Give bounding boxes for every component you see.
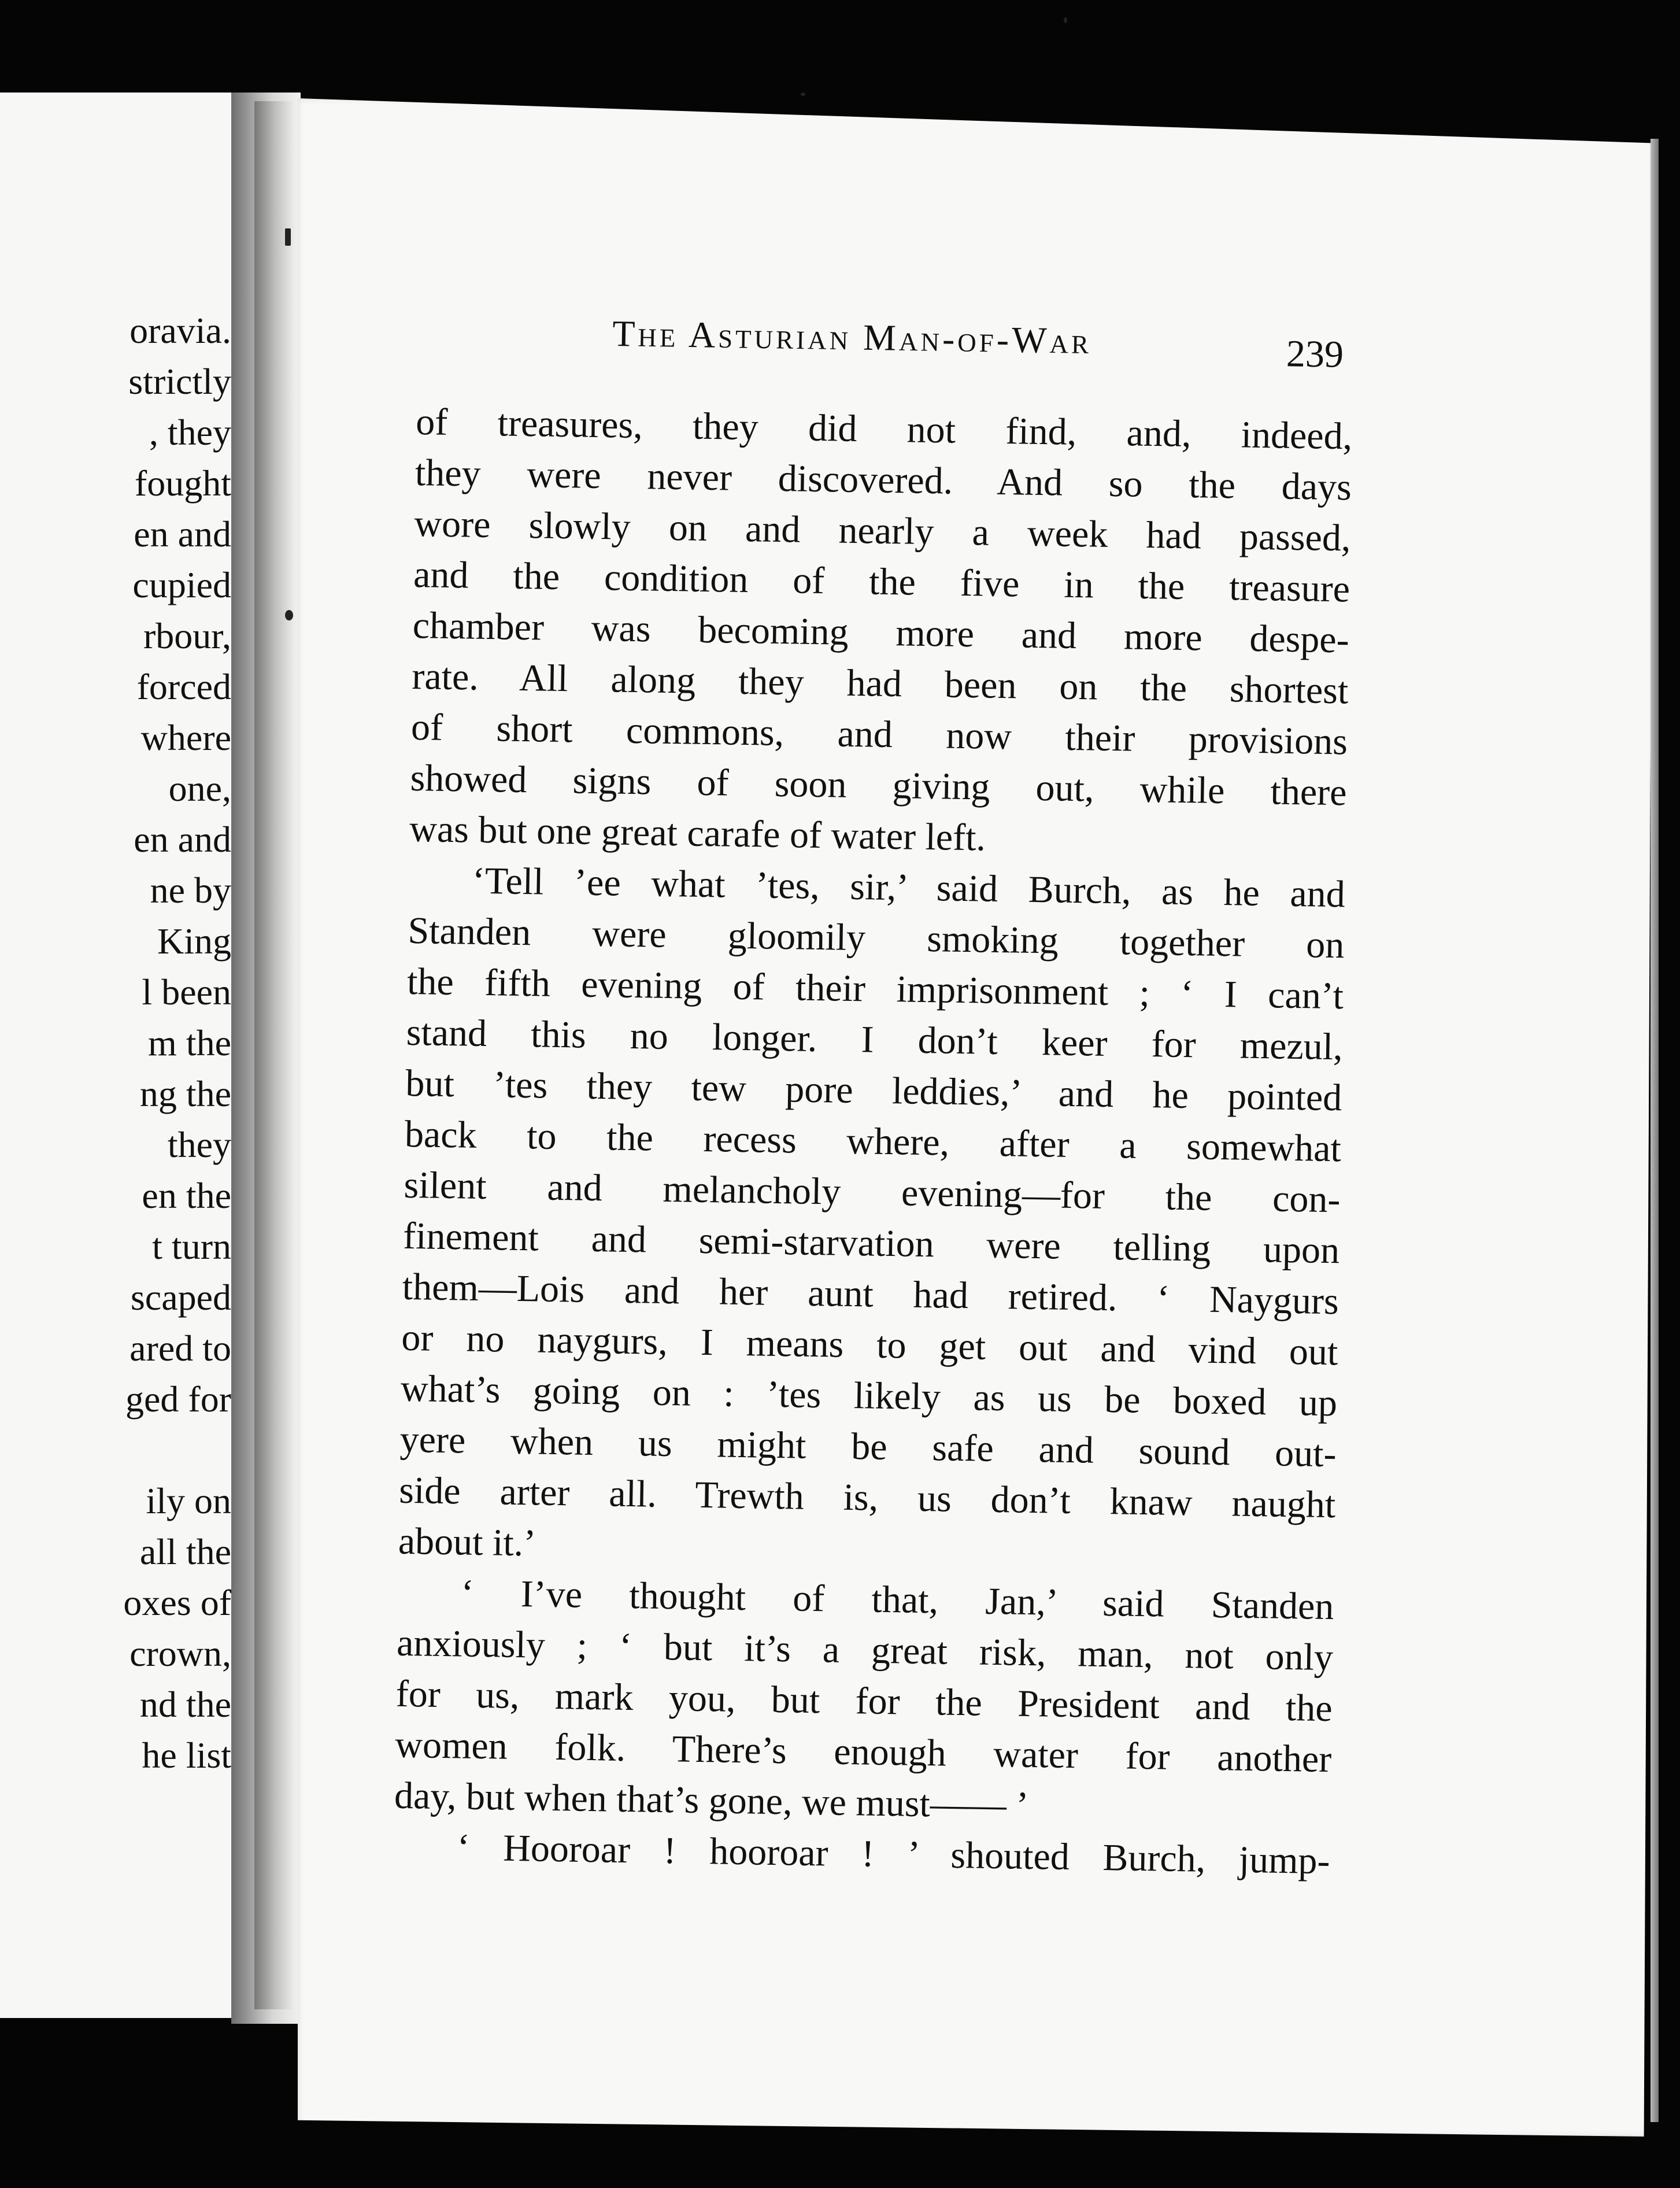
left-page-line: m the	[148, 1022, 231, 1063]
text-line: of treasures, they did not find, and, indeed,	[415, 400, 1353, 458]
text-line: what’s going on : ’tes likely as us be boxed up	[400, 1367, 1338, 1425]
book-spine-shadow	[254, 101, 295, 2009]
left-page-line: en and	[134, 513, 231, 555]
text-line: but ’tes they tew pore leddies,’ and he pointed	[405, 1062, 1342, 1119]
left-page-line: all the	[139, 1531, 231, 1572]
text-line: was but one great carafe of water left.	[409, 807, 986, 859]
left-page-line: ne by	[150, 870, 231, 911]
page-edge	[1651, 139, 1659, 2122]
left-page-line: t turn	[152, 1226, 231, 1267]
left-page-line: ng the	[139, 1073, 231, 1114]
text-line: day, but when that’s gone, we must—— ’	[394, 1774, 1029, 1827]
text-line: ‘ Hooroar ! hooroar ! ’ shouted Burch, jump-	[457, 1826, 1331, 1883]
text-line: finement and semi-starvation were telling upon	[402, 1214, 1340, 1272]
left-page-line: ged for	[125, 1378, 231, 1420]
dust-speck	[1064, 17, 1067, 23]
text-line: side arter all. Trewth is, us don’t knaw naught	[398, 1469, 1336, 1527]
left-page-line: forced	[136, 666, 231, 707]
left-page-line: scaped	[130, 1277, 231, 1318]
page-number: 239	[1286, 332, 1344, 376]
text-line: chamber was becoming more and more despe-	[412, 604, 1350, 661]
text-line: rate. All along they had been on the shortest	[411, 655, 1349, 712]
text-line: the fifth evening of their imprisonment ; ‘ I can’t	[406, 960, 1344, 1018]
left-page-line: nd the	[139, 1684, 231, 1725]
left-page-line: fought	[134, 463, 231, 504]
text-line: anxiously ; ‘ but it’s a great risk, man, not only	[396, 1621, 1334, 1679]
left-page-line: , they	[149, 412, 231, 453]
text-line: about it.’	[398, 1520, 536, 1565]
text-line: wore slowly on and nearly a week had passed,	[414, 502, 1351, 560]
left-page-line: strictly	[128, 361, 231, 402]
dust-speck	[285, 610, 293, 620]
running-head: The Asturian Man-of-War	[612, 312, 1092, 362]
text-line: Standen were gloomily smoking together on	[407, 909, 1345, 967]
left-page-line: ily on	[146, 1480, 231, 1521]
left-page-line: he list	[142, 1735, 231, 1776]
left-page-line: l been	[142, 971, 231, 1012]
text-line: ‘Tell ’ee what ’tes, sir,’ said Burch, as he and	[472, 859, 1346, 916]
text-line: women folk. There’s enough water for another	[394, 1723, 1332, 1781]
text-line: of short commons, and now their provisions	[410, 705, 1348, 763]
text-line: and the condition of the five in the treasure	[413, 553, 1350, 611]
left-page-fragment	[0, 93, 232, 2018]
left-page-line: crown,	[129, 1633, 231, 1674]
text-line: yere when us might be safe and sound out-	[399, 1418, 1337, 1476]
text-line: for us, mark you, but for the President and the	[395, 1672, 1333, 1730]
text-line: or no naygurs, I means to get out and vind out	[401, 1316, 1338, 1374]
dust-speck	[285, 228, 291, 246]
left-page-line: where	[140, 717, 231, 758]
left-page-line: cupied	[132, 564, 231, 605]
text-line: back to the recess where, after a somewhat	[404, 1113, 1342, 1170]
left-page-line: King	[157, 921, 231, 962]
text-line: stand this no longer. I don’t keer for mezul,	[406, 1011, 1344, 1069]
left-page-line: one,	[168, 768, 231, 809]
text-line: them—Lois and her aunt had retired. ‘ Naygurs	[402, 1265, 1339, 1323]
left-page-line: en and	[134, 819, 231, 860]
left-page-line: oravia.	[129, 310, 231, 351]
text-line: they were never discovered. And so the days	[415, 451, 1352, 509]
left-page-line: rbour,	[143, 615, 231, 656]
left-page-line: en the	[142, 1175, 231, 1216]
text-line: ‘ I’ve thought of that, Jan,’ said Standen	[461, 1572, 1334, 1628]
text-line: silent and melancholy evening—for the con-	[404, 1163, 1341, 1221]
text-line: showed signs of soon giving out, while there	[410, 756, 1348, 814]
left-page-line: ared to	[129, 1328, 231, 1369]
dust-speck	[801, 93, 805, 96]
left-page-line: they	[167, 1124, 231, 1165]
left-page-line: oxes of	[123, 1582, 231, 1623]
